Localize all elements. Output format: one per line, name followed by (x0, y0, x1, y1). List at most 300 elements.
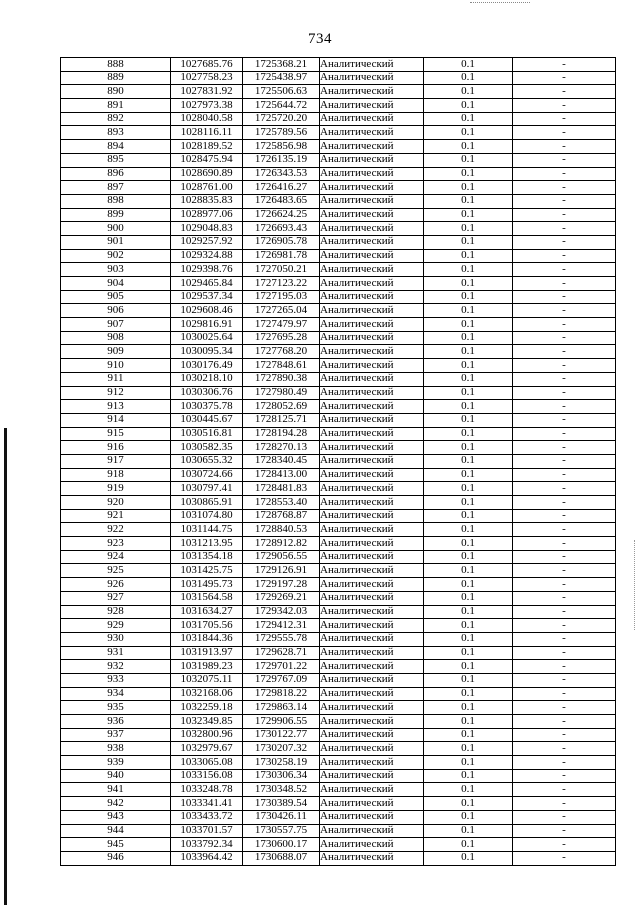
point-number-cell: 906 (61, 304, 171, 318)
table-row (61, 578, 616, 592)
accuracy-cell: 0.1 (424, 742, 513, 756)
y-coordinate-cell: 1728413.00 (243, 468, 320, 482)
y-coordinate-cell: 1729701.22 (243, 660, 320, 674)
x-coordinate-cell: 1030724.66 (171, 468, 243, 482)
accuracy-cell: 0.1 (424, 769, 513, 783)
method-cell: Аналитический (320, 673, 424, 687)
method-cell: Аналитический (320, 427, 424, 441)
point-number-cell: 914 (61, 413, 171, 427)
point-number-cell: 891 (61, 99, 171, 113)
method-cell: Аналитический (320, 85, 424, 99)
y-coordinate-cell: 1729342.03 (243, 605, 320, 619)
point-number-cell: 892 (61, 112, 171, 126)
y-coordinate-cell: 1729555.78 (243, 632, 320, 646)
y-coordinate-cell: 1729818.22 (243, 687, 320, 701)
note-cell: - (513, 318, 616, 332)
method-cell: Аналитический (320, 564, 424, 578)
x-coordinate-cell: 1030176.49 (171, 359, 243, 373)
point-number-cell: 894 (61, 140, 171, 154)
table-row (61, 742, 616, 756)
method-cell: Аналитический (320, 263, 424, 277)
method-cell: Аналитический (320, 345, 424, 359)
note-cell: - (513, 58, 616, 72)
method-cell: Аналитический (320, 290, 424, 304)
table-row (61, 523, 616, 537)
x-coordinate-cell: 1033964.42 (171, 851, 243, 865)
point-number-cell: 936 (61, 715, 171, 729)
method-cell: Аналитический (320, 208, 424, 222)
point-number-cell: 902 (61, 249, 171, 263)
point-number-cell: 930 (61, 632, 171, 646)
x-coordinate-cell: 1028116.11 (171, 126, 243, 140)
method-cell: Аналитический (320, 112, 424, 126)
note-cell: - (513, 810, 616, 824)
table-row (61, 263, 616, 277)
point-number-cell: 897 (61, 181, 171, 195)
method-cell: Аналитический (320, 140, 424, 154)
method-cell: Аналитический (320, 71, 424, 85)
table-row (61, 687, 616, 701)
method-cell: Аналитический (320, 331, 424, 345)
accuracy-cell: 0.1 (424, 824, 513, 838)
x-coordinate-cell: 1031989.23 (171, 660, 243, 674)
point-number-cell: 910 (61, 359, 171, 373)
point-number-cell: 919 (61, 482, 171, 496)
x-coordinate-cell: 1031705.56 (171, 619, 243, 633)
note-cell: - (513, 742, 616, 756)
accuracy-cell: 0.1 (424, 140, 513, 154)
y-coordinate-cell: 1729412.31 (243, 619, 320, 633)
y-coordinate-cell: 1727265.04 (243, 304, 320, 318)
method-cell: Аналитический (320, 277, 424, 291)
note-cell: - (513, 851, 616, 865)
x-coordinate-cell: 1032979.67 (171, 742, 243, 756)
table-row (61, 715, 616, 729)
y-coordinate-cell: 1729767.09 (243, 673, 320, 687)
x-coordinate-cell: 1032168.06 (171, 687, 243, 701)
note-cell: - (513, 523, 616, 537)
x-coordinate-cell: 1028040.58 (171, 112, 243, 126)
point-number-cell: 924 (61, 550, 171, 564)
method-cell: Аналитический (320, 851, 424, 865)
note-cell: - (513, 249, 616, 263)
x-coordinate-cell: 1029537.34 (171, 290, 243, 304)
y-coordinate-cell: 1730600.17 (243, 838, 320, 852)
y-coordinate-cell: 1726905.78 (243, 235, 320, 249)
method-cell: Аналитический (320, 810, 424, 824)
point-number-cell: 893 (61, 126, 171, 140)
note-cell: - (513, 71, 616, 85)
table-row (61, 482, 616, 496)
x-coordinate-cell: 1028690.89 (171, 167, 243, 181)
point-number-cell: 931 (61, 646, 171, 660)
x-coordinate-cell: 1028835.83 (171, 194, 243, 208)
accuracy-cell: 0.1 (424, 701, 513, 715)
method-cell: Аналитический (320, 58, 424, 72)
note-cell: - (513, 482, 616, 496)
note-cell: - (513, 304, 616, 318)
method-cell: Аналитический (320, 249, 424, 263)
point-number-cell: 913 (61, 400, 171, 414)
point-number-cell: 927 (61, 591, 171, 605)
y-coordinate-cell: 1728553.40 (243, 496, 320, 510)
point-number-cell: 935 (61, 701, 171, 715)
method-cell: Аналитический (320, 400, 424, 414)
accuracy-cell: 0.1 (424, 838, 513, 852)
method-cell: Аналитический (320, 715, 424, 729)
y-coordinate-cell: 1727195.03 (243, 290, 320, 304)
x-coordinate-cell: 1033341.41 (171, 797, 243, 811)
table-row (61, 304, 616, 318)
y-coordinate-cell: 1726135.19 (243, 153, 320, 167)
scan-artifact-bar (4, 428, 7, 905)
point-number-cell: 888 (61, 58, 171, 72)
y-coordinate-cell: 1725720.20 (243, 112, 320, 126)
note-cell: - (513, 673, 616, 687)
method-cell: Аналитический (320, 838, 424, 852)
note-cell: - (513, 331, 616, 345)
table-row (61, 58, 616, 72)
note-cell: - (513, 619, 616, 633)
y-coordinate-cell: 1726981.78 (243, 249, 320, 263)
x-coordinate-cell: 1027831.92 (171, 85, 243, 99)
y-coordinate-cell: 1728768.87 (243, 509, 320, 523)
method-cell: Аналитический (320, 550, 424, 564)
note-cell: - (513, 646, 616, 660)
accuracy-cell: 0.1 (424, 290, 513, 304)
accuracy-cell: 0.1 (424, 605, 513, 619)
point-number-cell: 917 (61, 454, 171, 468)
table-row (61, 99, 616, 113)
accuracy-cell: 0.1 (424, 194, 513, 208)
y-coordinate-cell: 1729906.55 (243, 715, 320, 729)
method-cell: Аналитический (320, 386, 424, 400)
note-cell: - (513, 728, 616, 742)
table-row (61, 427, 616, 441)
point-number-cell: 934 (61, 687, 171, 701)
point-number-cell: 904 (61, 277, 171, 291)
note-cell: - (513, 838, 616, 852)
y-coordinate-cell: 1726343.53 (243, 167, 320, 181)
accuracy-cell: 0.1 (424, 413, 513, 427)
method-cell: Аналитический (320, 523, 424, 537)
y-coordinate-cell: 1727695.28 (243, 331, 320, 345)
note-cell: - (513, 783, 616, 797)
y-coordinate-cell: 1727050.21 (243, 263, 320, 277)
table-row (61, 441, 616, 455)
table-row (61, 646, 616, 660)
note-cell: - (513, 454, 616, 468)
point-number-cell: 922 (61, 523, 171, 537)
x-coordinate-cell: 1030797.41 (171, 482, 243, 496)
y-coordinate-cell: 1730258.19 (243, 756, 320, 770)
x-coordinate-cell: 1030582.35 (171, 441, 243, 455)
point-number-cell: 899 (61, 208, 171, 222)
point-number-cell: 905 (61, 290, 171, 304)
y-coordinate-cell: 1728194.28 (243, 427, 320, 441)
note-cell: - (513, 290, 616, 304)
table-row (61, 386, 616, 400)
table-row (61, 660, 616, 674)
note-cell: - (513, 413, 616, 427)
method-cell: Аналитический (320, 482, 424, 496)
table-row (61, 851, 616, 865)
method-cell: Аналитический (320, 619, 424, 633)
point-number-cell: 932 (61, 660, 171, 674)
note-cell: - (513, 345, 616, 359)
accuracy-cell: 0.1 (424, 359, 513, 373)
point-number-cell: 907 (61, 318, 171, 332)
accuracy-cell: 0.1 (424, 427, 513, 441)
accuracy-cell: 0.1 (424, 99, 513, 113)
table-row (61, 673, 616, 687)
y-coordinate-cell: 1727890.38 (243, 372, 320, 386)
accuracy-cell: 0.1 (424, 756, 513, 770)
scan-artifact-top (470, 2, 530, 4)
note-cell: - (513, 797, 616, 811)
table-row (61, 249, 616, 263)
accuracy-cell: 0.1 (424, 496, 513, 510)
note-cell: - (513, 824, 616, 838)
method-cell: Аналитический (320, 687, 424, 701)
method-cell: Аналитический (320, 578, 424, 592)
method-cell: Аналитический (320, 646, 424, 660)
table-row (61, 564, 616, 578)
table-row (61, 85, 616, 99)
y-coordinate-cell: 1729056.55 (243, 550, 320, 564)
y-coordinate-cell: 1730207.32 (243, 742, 320, 756)
table-row (61, 345, 616, 359)
x-coordinate-cell: 1032349.85 (171, 715, 243, 729)
x-coordinate-cell: 1027973.38 (171, 99, 243, 113)
table-row (61, 140, 616, 154)
x-coordinate-cell: 1030095.34 (171, 345, 243, 359)
note-cell: - (513, 605, 616, 619)
x-coordinate-cell: 1029465.84 (171, 277, 243, 291)
accuracy-cell: 0.1 (424, 58, 513, 72)
point-number-cell: 896 (61, 167, 171, 181)
note-cell: - (513, 181, 616, 195)
y-coordinate-cell: 1730389.54 (243, 797, 320, 811)
accuracy-cell: 0.1 (424, 578, 513, 592)
accuracy-cell: 0.1 (424, 783, 513, 797)
accuracy-cell: 0.1 (424, 277, 513, 291)
method-cell: Аналитический (320, 797, 424, 811)
point-number-cell: 926 (61, 578, 171, 592)
table-row (61, 372, 616, 386)
accuracy-cell: 0.1 (424, 660, 513, 674)
note-cell: - (513, 509, 616, 523)
y-coordinate-cell: 1726416.27 (243, 181, 320, 195)
y-coordinate-cell: 1725644.72 (243, 99, 320, 113)
method-cell: Аналитический (320, 372, 424, 386)
page-number: 734 (308, 31, 332, 47)
method-cell: Аналитический (320, 318, 424, 332)
y-coordinate-cell: 1725438.97 (243, 71, 320, 85)
x-coordinate-cell: 1031913.97 (171, 646, 243, 660)
note-cell: - (513, 153, 616, 167)
point-number-cell: 898 (61, 194, 171, 208)
method-cell: Аналитический (320, 660, 424, 674)
y-coordinate-cell: 1727848.61 (243, 359, 320, 373)
table-row (61, 277, 616, 291)
method-cell: Аналитический (320, 783, 424, 797)
table-row (61, 810, 616, 824)
point-number-cell: 945 (61, 838, 171, 852)
note-cell: - (513, 441, 616, 455)
x-coordinate-cell: 1032800.96 (171, 728, 243, 742)
table-row (61, 126, 616, 140)
y-coordinate-cell: 1729628.71 (243, 646, 320, 660)
note-cell: - (513, 756, 616, 770)
accuracy-cell: 0.1 (424, 263, 513, 277)
point-number-cell: 939 (61, 756, 171, 770)
accuracy-cell: 0.1 (424, 564, 513, 578)
note-cell: - (513, 632, 616, 646)
table-row (61, 783, 616, 797)
accuracy-cell: 0.1 (424, 222, 513, 236)
method-cell: Аналитический (320, 742, 424, 756)
table-row (61, 537, 616, 551)
y-coordinate-cell: 1726624.25 (243, 208, 320, 222)
method-cell: Аналитический (320, 468, 424, 482)
x-coordinate-cell: 1030445.67 (171, 413, 243, 427)
method-cell: Аналитический (320, 537, 424, 551)
method-cell: Аналитический (320, 605, 424, 619)
table-row (61, 194, 616, 208)
method-cell: Аналитический (320, 304, 424, 318)
table-row (61, 71, 616, 85)
accuracy-cell: 0.1 (424, 153, 513, 167)
method-cell: Аналитический (320, 496, 424, 510)
point-number-cell: 889 (61, 71, 171, 85)
note-cell: - (513, 277, 616, 291)
x-coordinate-cell: 1029398.76 (171, 263, 243, 277)
accuracy-cell: 0.1 (424, 687, 513, 701)
note-cell: - (513, 235, 616, 249)
note-cell: - (513, 701, 616, 715)
y-coordinate-cell: 1728125.71 (243, 413, 320, 427)
note-cell: - (513, 208, 616, 222)
y-coordinate-cell: 1725856.98 (243, 140, 320, 154)
point-number-cell: 911 (61, 372, 171, 386)
accuracy-cell: 0.1 (424, 632, 513, 646)
method-cell: Аналитический (320, 454, 424, 468)
method-cell: Аналитический (320, 591, 424, 605)
y-coordinate-cell: 1728270.13 (243, 441, 320, 455)
method-cell: Аналитический (320, 235, 424, 249)
accuracy-cell: 0.1 (424, 797, 513, 811)
point-number-cell: 946 (61, 851, 171, 865)
method-cell: Аналитический (320, 222, 424, 236)
accuracy-cell: 0.1 (424, 619, 513, 633)
x-coordinate-cell: 1033433.72 (171, 810, 243, 824)
table-row (61, 468, 616, 482)
table-row (61, 208, 616, 222)
y-coordinate-cell: 1730426.11 (243, 810, 320, 824)
accuracy-cell: 0.1 (424, 304, 513, 318)
y-coordinate-cell: 1730306.34 (243, 769, 320, 783)
method-cell: Аналитический (320, 181, 424, 195)
point-number-cell: 901 (61, 235, 171, 249)
x-coordinate-cell: 1028761.00 (171, 181, 243, 195)
method-cell: Аналитический (320, 756, 424, 770)
table-row (61, 797, 616, 811)
note-cell: - (513, 715, 616, 729)
point-number-cell: 943 (61, 810, 171, 824)
method-cell: Аналитический (320, 359, 424, 373)
table-row (61, 222, 616, 236)
point-number-cell: 921 (61, 509, 171, 523)
y-coordinate-cell: 1729269.21 (243, 591, 320, 605)
method-cell: Аналитический (320, 194, 424, 208)
table-row (61, 454, 616, 468)
table-row (61, 359, 616, 373)
method-cell: Аналитический (320, 413, 424, 427)
table-row (61, 769, 616, 783)
x-coordinate-cell: 1027758.23 (171, 71, 243, 85)
point-number-cell: 903 (61, 263, 171, 277)
y-coordinate-cell: 1728840.53 (243, 523, 320, 537)
table-row (61, 550, 616, 564)
accuracy-cell: 0.1 (424, 181, 513, 195)
x-coordinate-cell: 1030655.32 (171, 454, 243, 468)
note-cell: - (513, 591, 616, 605)
point-number-cell: 909 (61, 345, 171, 359)
accuracy-cell: 0.1 (424, 468, 513, 482)
x-coordinate-cell: 1031634.27 (171, 605, 243, 619)
note-cell: - (513, 386, 616, 400)
x-coordinate-cell: 1030218.10 (171, 372, 243, 386)
point-number-cell: 900 (61, 222, 171, 236)
note-cell: - (513, 687, 616, 701)
accuracy-cell: 0.1 (424, 85, 513, 99)
y-coordinate-cell: 1728052.69 (243, 400, 320, 414)
accuracy-cell: 0.1 (424, 454, 513, 468)
table-row (61, 728, 616, 742)
x-coordinate-cell: 1032075.11 (171, 673, 243, 687)
x-coordinate-cell: 1033248.78 (171, 783, 243, 797)
accuracy-cell: 0.1 (424, 441, 513, 455)
table-row (61, 591, 616, 605)
note-cell: - (513, 194, 616, 208)
x-coordinate-cell: 1031213.95 (171, 537, 243, 551)
x-coordinate-cell: 1031564.58 (171, 591, 243, 605)
method-cell: Аналитический (320, 632, 424, 646)
y-coordinate-cell: 1730122.77 (243, 728, 320, 742)
x-coordinate-cell: 1033792.34 (171, 838, 243, 852)
note-cell: - (513, 400, 616, 414)
x-coordinate-cell: 1029608.46 (171, 304, 243, 318)
method-cell: Аналитический (320, 167, 424, 181)
table-row (61, 167, 616, 181)
note-cell: - (513, 140, 616, 154)
note-cell: - (513, 85, 616, 99)
y-coordinate-cell: 1725368.21 (243, 58, 320, 72)
table-row (61, 509, 616, 523)
y-coordinate-cell: 1725506.63 (243, 85, 320, 99)
method-cell: Аналитический (320, 126, 424, 140)
x-coordinate-cell: 1029257.92 (171, 235, 243, 249)
x-coordinate-cell: 1028189.52 (171, 140, 243, 154)
accuracy-cell: 0.1 (424, 318, 513, 332)
note-cell: - (513, 564, 616, 578)
x-coordinate-cell: 1031495.73 (171, 578, 243, 592)
accuracy-cell: 0.1 (424, 851, 513, 865)
method-cell: Аналитический (320, 99, 424, 113)
note-cell: - (513, 126, 616, 140)
x-coordinate-cell: 1030025.64 (171, 331, 243, 345)
